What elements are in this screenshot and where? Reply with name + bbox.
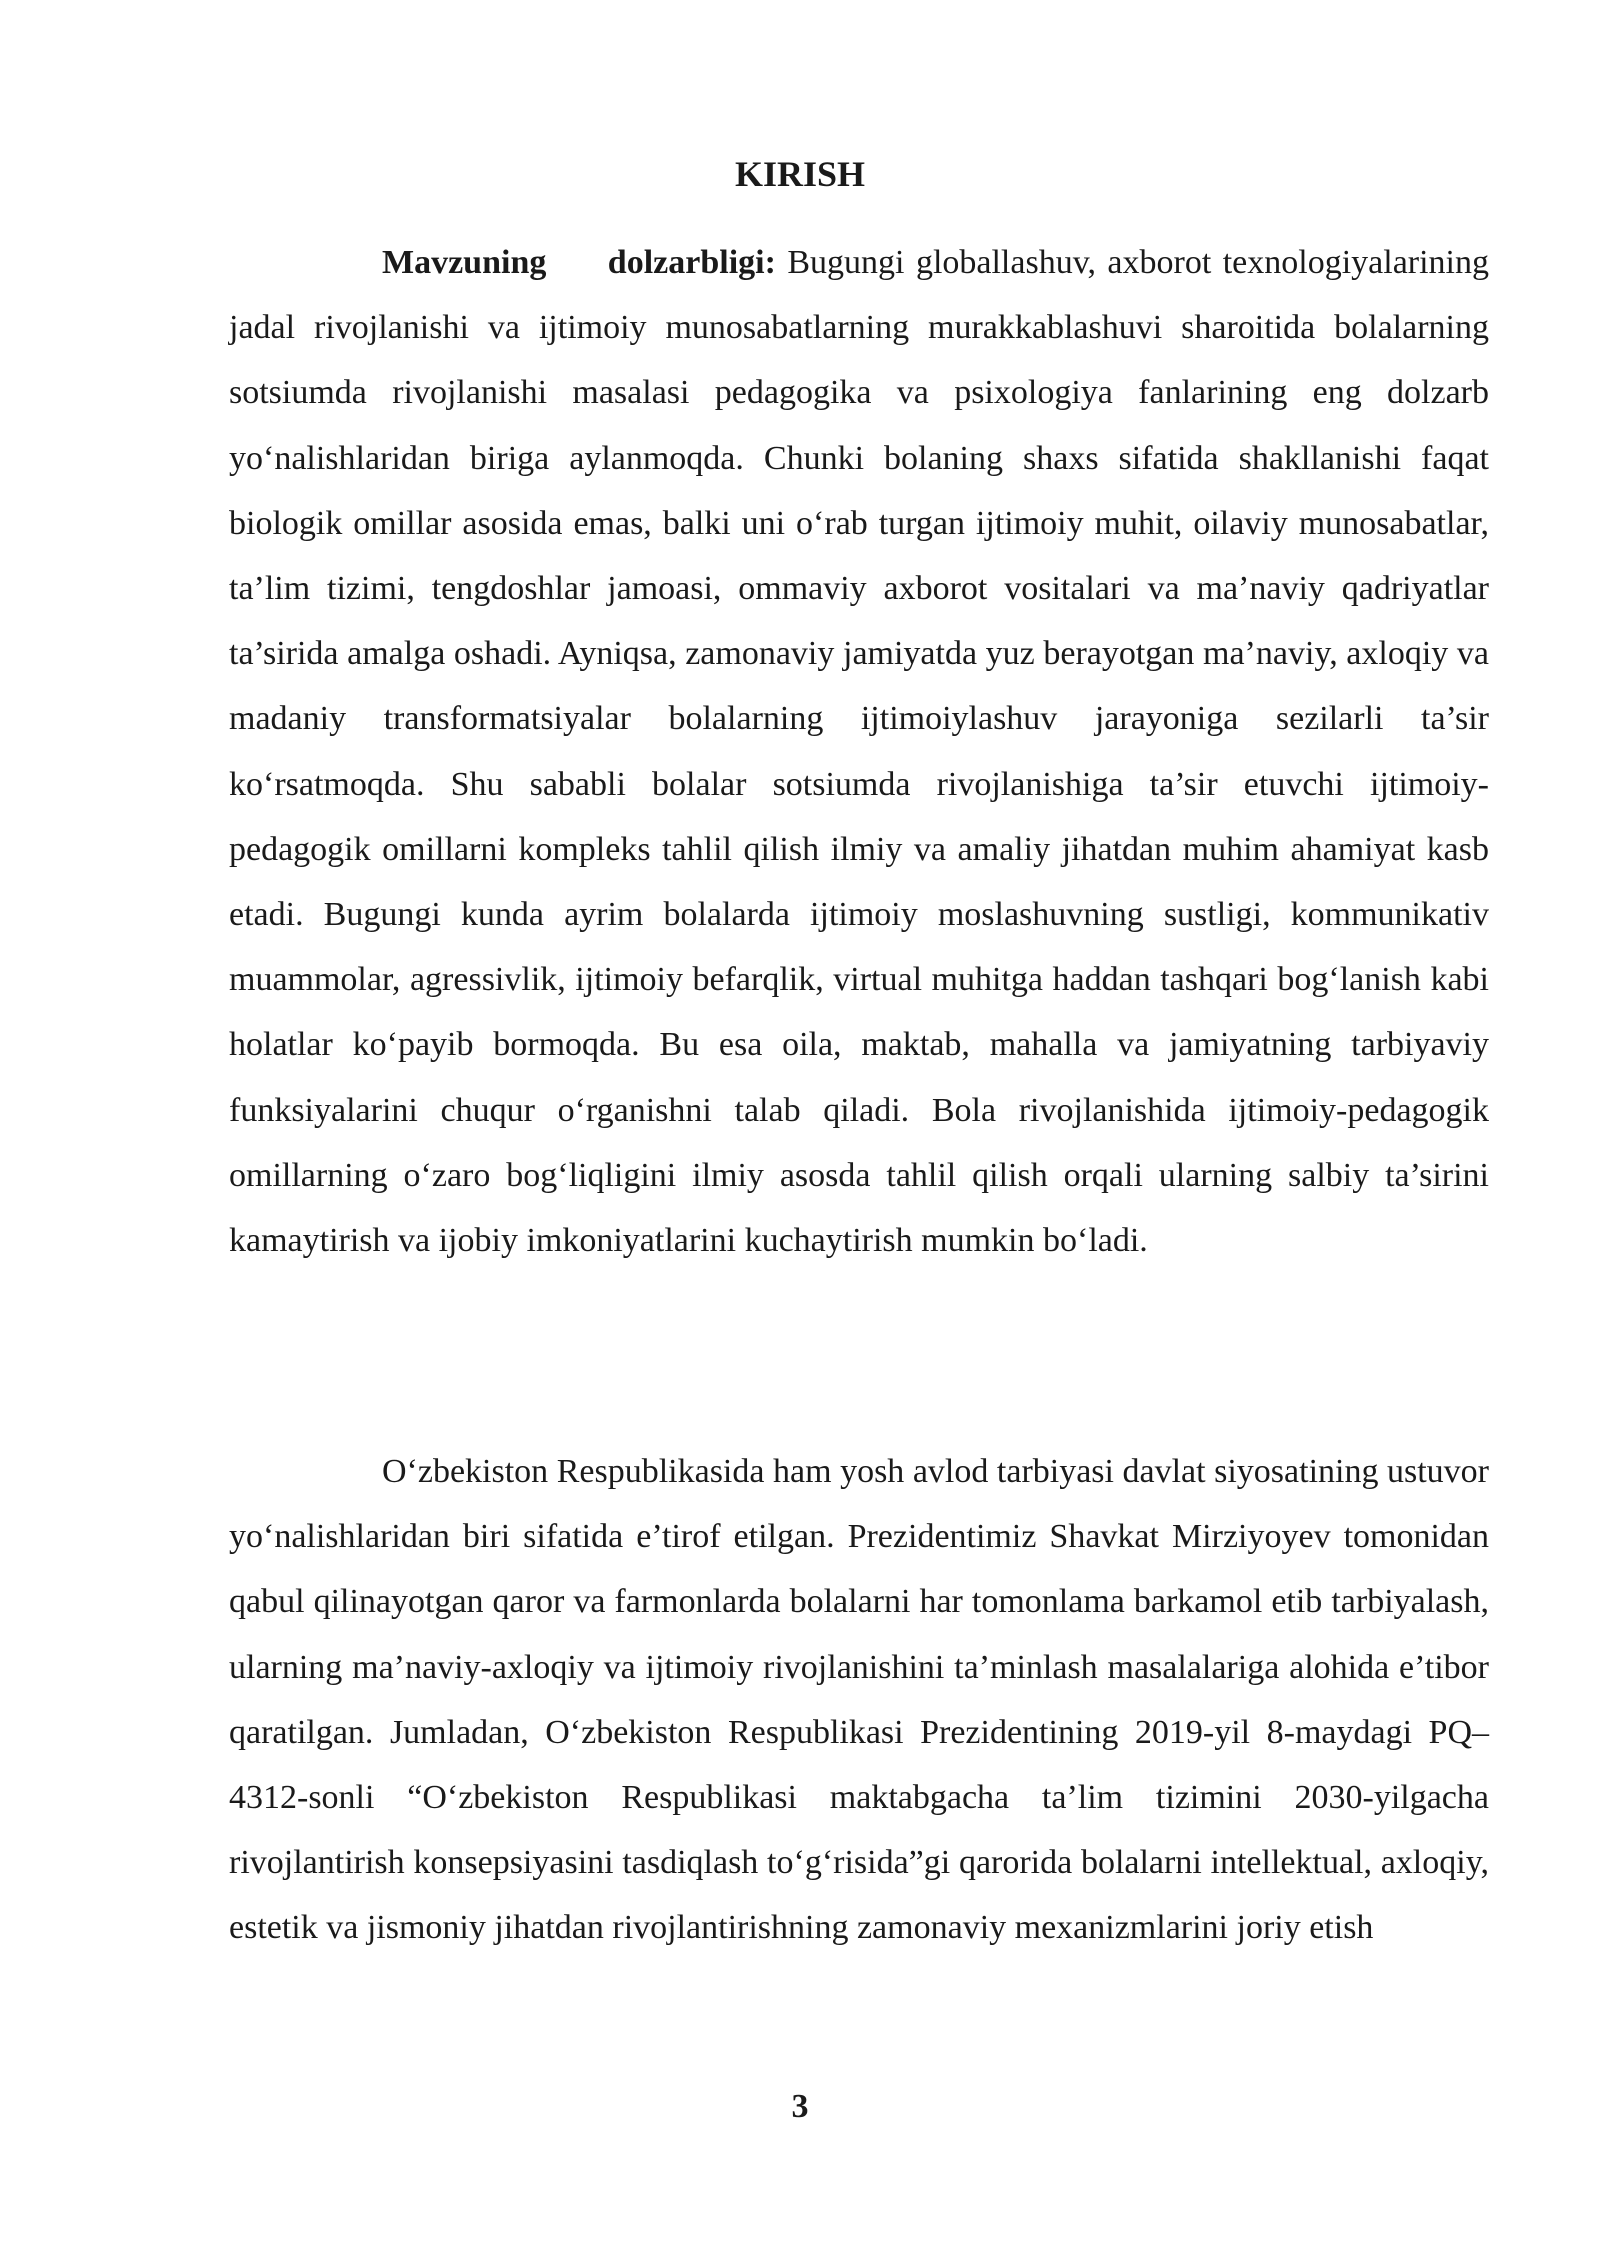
page-number: 3 <box>791 2088 809 2125</box>
paragraph-state-policy <box>229 1439 1489 1961</box>
paragraph-relevance <box>229 230 1489 1273</box>
paragraph-text: O‘zbekiston Respublikasida ham yosh avlod tarbiyasi davlat siyosatining ustuvor yo‘nalishlaridan biri sifatida e’tirof etilgan. Prezidentimiz Shavkat Mirziyoyev tomonidan qabul qilinayotgan qaror va farmonlarda bolalarni har tomonlama barkamol etib tarbiyalash, ularning ma’naviy-axloqiy va ijtimoiy rivojlanishini ta’minlash masalalariga alohida e’tibor qaratilgan. Jumladan, O‘zbekiston Respublikasi Prezidentining 2019-yil 8-maydagi PQ–4312-sonli “O‘zbekiston Respublikasi maktabgacha ta’lim tizimini 2030-yilgacha rivojlantirish konsepsiyasini tasdiqlash to‘g‘risida”gi qarorida bolalarni intellektual, axloqiy, estetik va jismoniy jihatdan rivojlantirishning zamonaviy mexanizmlarini joriy etish <box>229 1453 1489 1947</box>
paragraph-lead: Mavzuning dolzarbligi: <box>382 244 776 281</box>
paragraph-text: Bugungi globallashuv, axborot texnologiyalarining jadal rivojlanishi va ijtimoiy munosabatlarning murakkablashuvi sharoitida bolalarning sotsiumda rivojlanishi masalasi pedagogika va psixologiya fanlarining eng dolzarb yo‘nalishlaridan biriga aylanmoqda. Chunki bolaning shaxs sifatida shakllanishi faqat biologik omillar asosida emas, balki uni o‘rab turgan ijtimoiy muhit, oilaviy munosabatlar, ta’lim tizimi, tengdoshlar jamoasi, ommaviy axborot vositalari va ma’naviy qadriyatlar ta’sirida amalga oshadi. Ayniqsa, zamonaviy jamiyatda yuz berayotgan ma’naviy, axloqiy va madaniy transformatsiyalar bolalarning ijtimoiylashuv jarayoniga sezilarli ta’sir ko‘rsatmoqda. Shu sababli bolalar sotsiumda rivojlanishiga ta’sir etuvchi ijtimoiy-pedagogik omillarni kompleks tahlil qilish ilmiy va amaliy jihatdan muhim ahamiyat kasb etadi. Bugungi kunda ayrim bolalarda ijtimoiy moslashuvning sustligi, kommunikativ muammolar, agressivlik, ijtimoiy befarqlik, virtual muhitga haddan tashqari bog‘lanish kabi holatlar ko‘payib bormoqda. Bu esa oila, maktab, mahalla va jamiyatning tarbiyaviy funksiyalarini chuqur o‘rganishni talab qiladi. Bola rivojlanishida ijtimoiy-pedagogik omillarning o‘zaro bog‘liqligini ilmiy asosda tahlil qilish orqali ularning salbiy ta’sirini kamaytirish va ijobiy imkoniyatlarini kuchaytirish mumkin bo‘ladi. <box>229 244 1490 1260</box>
section-heading: KIRISH <box>734 154 866 194</box>
